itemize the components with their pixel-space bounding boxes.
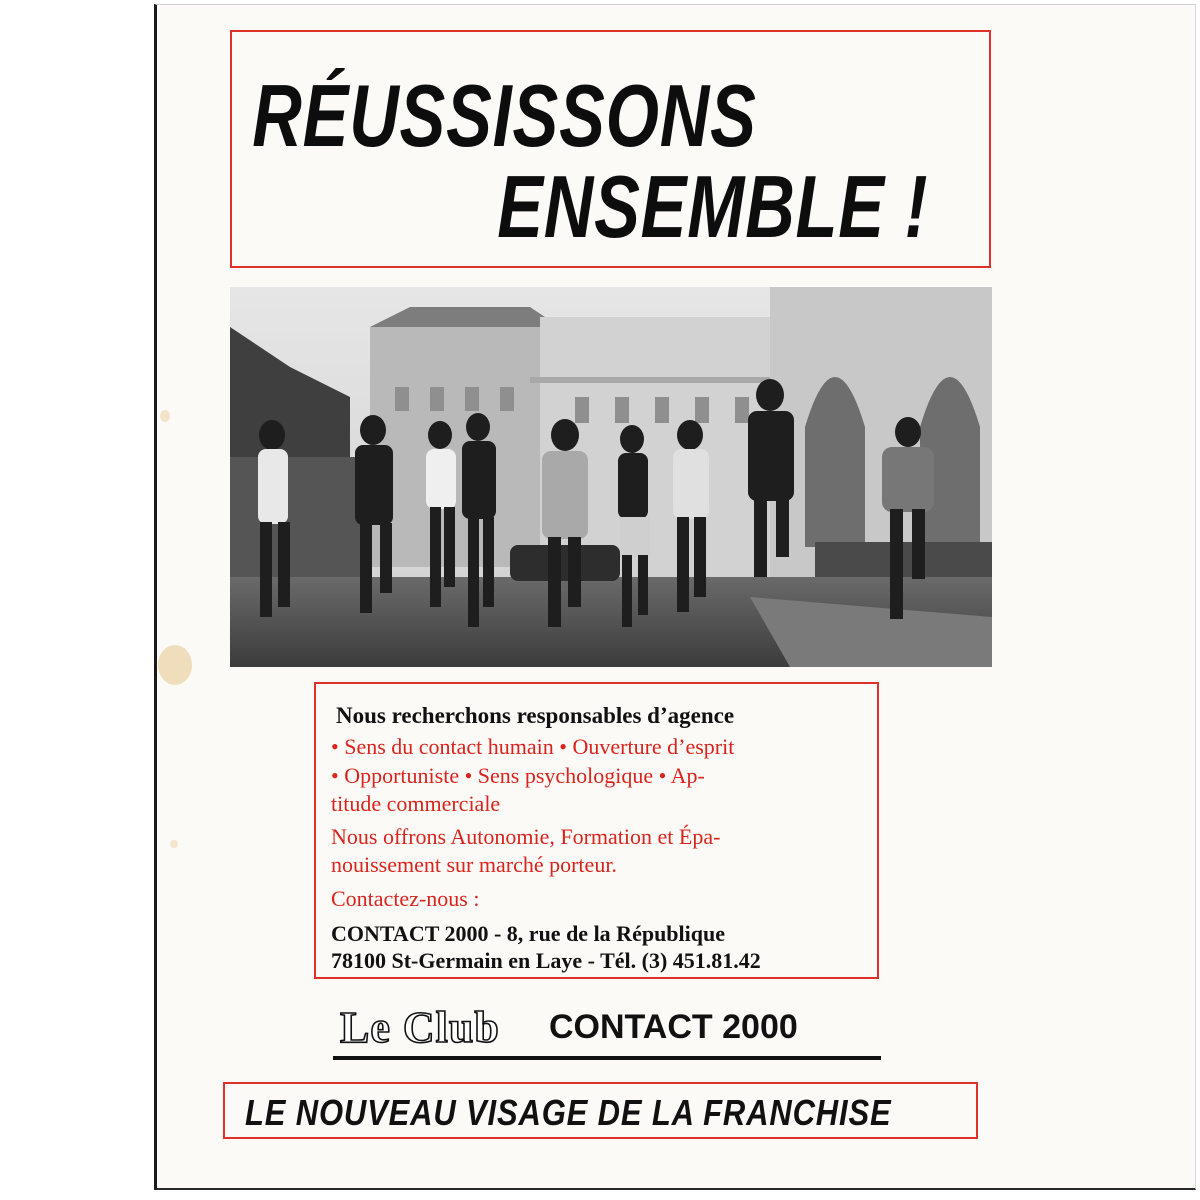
paper-stain [170, 840, 178, 848]
contact-label: Contactez-nous : [331, 886, 480, 911]
offer-quality-line: titude commerciale [331, 791, 501, 816]
paper-stain [160, 410, 170, 422]
job-offer-box [314, 682, 879, 979]
headline [232, 32, 929, 266]
club-name: CONTACT 2000 [549, 1008, 798, 1046]
offer-quality-line: • Opportuniste • Sens psychologique • Ap- [331, 763, 705, 788]
contact-address-line: 78100 St-Germain en Laye - Tél. (3) 451.81.42 [331, 948, 761, 973]
club-script-wordmark: Le Club [340, 1003, 500, 1052]
paper-stain [158, 645, 192, 685]
club-logo [333, 1002, 881, 1060]
slogan-frame [223, 1082, 978, 1139]
offer-benefit-line: Nous offrons Autonomie, Formation et Épa- [331, 824, 721, 849]
offer-benefit-line: nouissement sur marché porteur. [331, 852, 617, 877]
contact-address-line: CONTACT 2000 - 8, rue de la République [331, 921, 726, 946]
headline-frame [230, 30, 991, 268]
group-jumping-photo [230, 287, 992, 667]
slogan: LE NOUVEAU VISAGE DE LA FRANCHISE [245, 1092, 892, 1133]
headline-line-1: RÉUSSISSONS [252, 66, 757, 165]
offer-title: Nous recherchons responsables d’agence [336, 703, 735, 728]
offer-quality-line: • Sens du contact humain • Ouverture d’esprit [331, 734, 735, 759]
headline-line-2: ENSEMBLE ! [497, 157, 929, 256]
